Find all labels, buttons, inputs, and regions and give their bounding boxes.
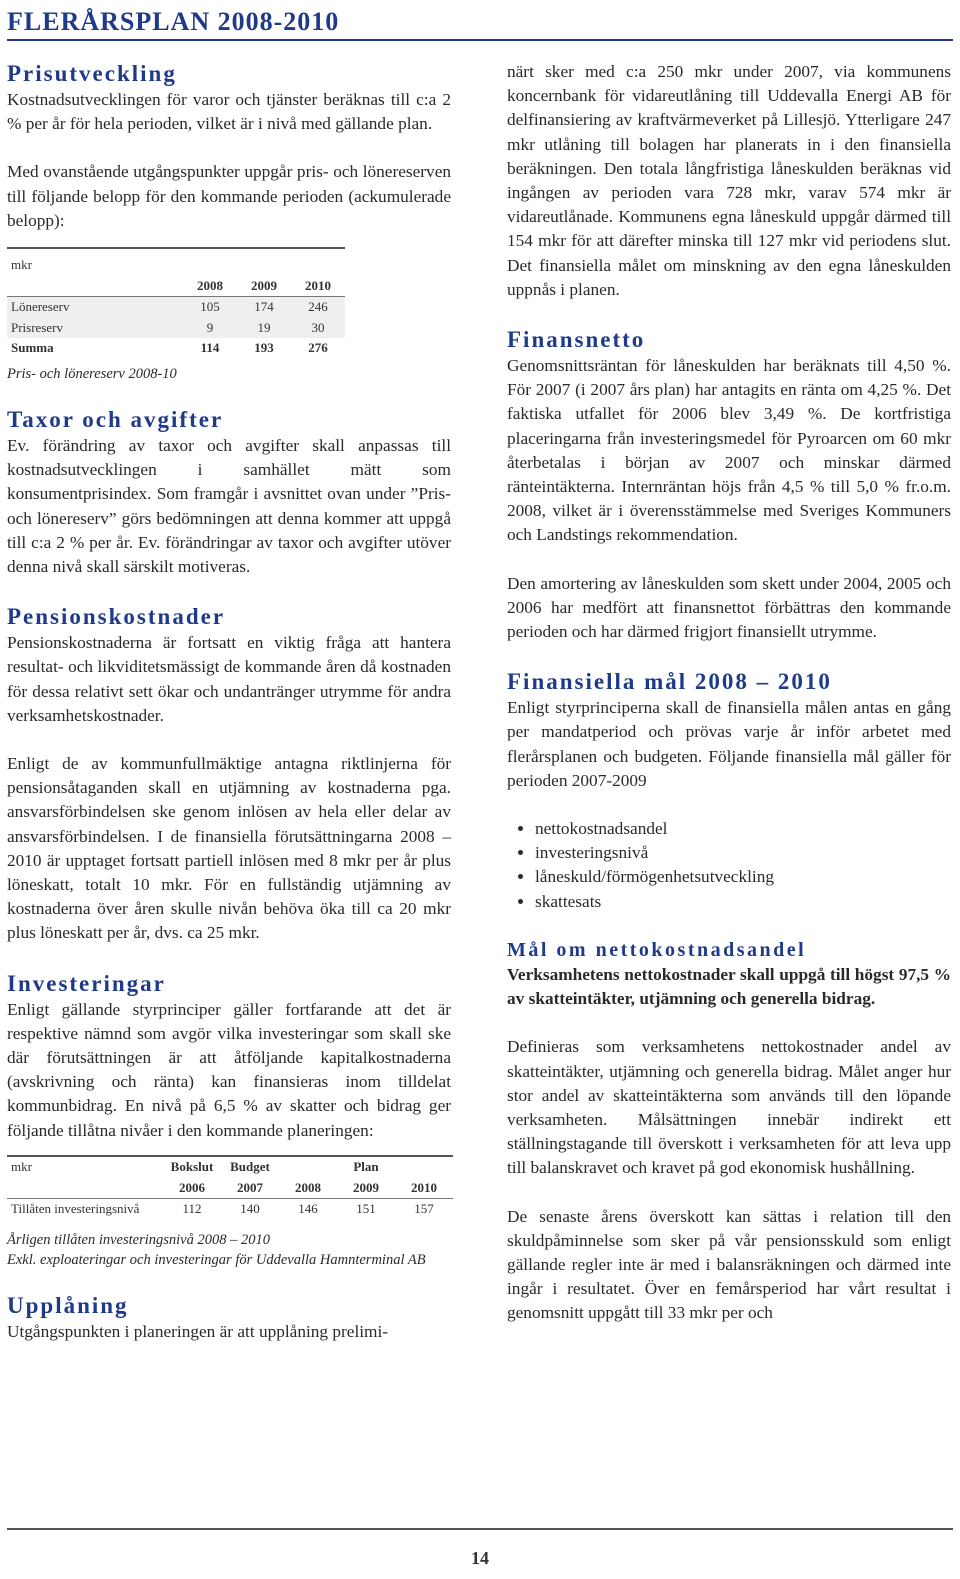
paragraph: Utgångspunkten i planeringen är att upplåning prelimi- <box>7 1322 389 1342</box>
table-row: Prisreserv 9 19 30 <box>7 318 345 339</box>
paragraph: närt sker med c:a 250 mkr under 2007, via kommunens koncernbank för vidareutlåning till Uddevalla Energi AB för delfinansiering av kraftvärmeverket på Lillesjö. Ytterligare 247 mkr utlåning till bolagen har planerats in i den finansiella beräkningen. Den totala långfristiga låneskulden beräknas vid ingången av perioden vara 728 mkr, varav 574 mkr är vidareutlånade. Kommunens egna låneskuld uppgår därmed till 154 mkr för att därefter minska till 127 mkr vid periodens slut. Det finansiella målet om minskning av den egna låneskulden uppnås i planen. <box>507 62 951 299</box>
table-year: 2010 <box>291 276 345 297</box>
paragraph: Verksamhetens nettokostnader skall uppgå till högst 97,5 % av skatteintäkter, utjämning och generella bidrag. <box>507 964 951 1009</box>
table-year: 2008 <box>183 276 237 297</box>
left-column <box>7 60 451 1345</box>
heading-finansiella-mal: Finansiella mål 2008 – 2010 <box>507 669 832 695</box>
paragraph: Pensionskostnaderna är fortsatt en viktig fråga att hantera resultat- och likviditetsmässigt de kommande åren då kostnaden för dessa relativt sett ökar och undantränger utrymme för andra verksamhetskostnader. <box>7 633 451 725</box>
header-divider <box>7 39 953 41</box>
table-caption: Pris- och lönereserv 2008-10 <box>7 365 177 382</box>
footer-divider <box>7 1528 953 1530</box>
table-row: Lönereserv 105 174 246 <box>7 297 345 318</box>
heading-upplaning: Upplåning <box>7 1293 129 1319</box>
investering-table: mkr Bokslut Budget Plan 2006 2007 2008 2009 2010 Tillåten investeringsnivå 112 140 146 151 157 <box>7 1155 453 1220</box>
heading-prisutveckling: Prisutveckling <box>7 61 177 86</box>
table-unit: mkr <box>11 1159 32 1175</box>
heading-pensionskostnader: Pensionskostnader <box>7 604 226 630</box>
paragraph: Definieras som verksamhetens nettokostnader andel av skatteintäkter, utjämning och generella bidrag. Målet anger hur stor andel av skatteintäkterna som används till den löpande verksamheten. Målsättningen innebär indirekt ett ställningstagande till överskott i verksamheten för att leva upp till balanskravet och kravet på god ekonomisk hushållning. <box>507 1037 951 1178</box>
list-item: • investeringsnivå <box>535 841 951 865</box>
table-caption: Årligen tillåten investeringsnivå 2008 – 2010 <box>7 1232 270 1249</box>
list-item: • skattesats <box>535 890 951 914</box>
paragraph: Genomsnittsräntan för låneskulden har beräknats till 4,50 %. För 2007 (i 2007 års plan) har antagits en ränta om 4,25 %. Det faktiska utfallet för 2006 blev 3,49 %. De kortfristiga placeringarna från investeringsmedel för Pyroarcen om 60 mkr återbetalas i början av 2007 och minskar därmed ränteintäkterna. Internräntan höjs från 4,5 % till 5,0 % fr.o.m. 2008, vilket är i överensstämmelse med Sveriges Kommuners och Landstings rekommendation. <box>507 356 951 545</box>
paragraph: Enligt styrprinciperna skall de finansiella målen antas en gång per mandatperiod och prövas varje år inför arbetet med flerårsplanen och budgeten. Följande finansiella mål gäller för perioden 2007-2009 <box>507 698 951 790</box>
paragraph: Enligt de av kommunfullmäktige antagna riktlinjerna för pensionsåtaganden skall en utjämning av kostnaderna pga. ansvarsförbindelsen ske genom inlösen av hela eller delar av ansvarsförbindelsen. I de finansiella förutsättningarna 2008 – 2010 är upptaget fortsatt partiell inlösen med 8 mkr per år plus löneskatt, totalt 10 mkr. För en fullständig utjämning av kostnaderna över åren skulle nivån behöva öka till ca 20 mkr plus löneskatt per år, dvs. ca 25 mkr. <box>7 754 451 943</box>
table-year: 2009 <box>237 276 291 297</box>
heading-finansnetto: Finansnetto <box>507 327 646 353</box>
heading-taxor: Taxor och avgifter <box>7 407 224 433</box>
heading-investeringar: Investeringar <box>7 970 166 996</box>
list-item: • nettokostnadsandel <box>535 817 951 841</box>
paragraph: Ev. förändring av taxor och avgifter skall anpassas till kostnadsutvecklingen i samhället mätt som konsumentprisindex. Som framgår i avsnittet ovan under ”Pris- och lönereserv” görs bedömningen att denna kommer att uppgå till c:a 2 % per år. Ev. förändringar av taxor och avgifter utöver denna nivå skall särskilt motiveras. <box>7 436 451 577</box>
bullet-list <box>507 817 951 914</box>
right-column <box>507 60 951 1326</box>
paragraph: Med ovanstående utgångspunkter uppgår pris- och lönereserven till följande belopp för den kommande perioden (ackumulerade belopp): <box>7 162 451 230</box>
list-item: • låneskuld/förmögenhetsutveckling <box>535 865 951 889</box>
table-unit: mkr <box>11 257 32 273</box>
page-title: FLERÅRSPLAN 2008-2010 <box>7 7 340 36</box>
page-header <box>7 6 953 38</box>
paragraph: Enligt gällande styrprinciper gäller fortfarande att det är respektive nämnd som avgör vilka investeringar som skall ske där förutsättningen är att åtföljande kapitalkostnaderna (avskrivning och ränta) kan finansieras inom tilldelat kommunbidrag. En nivå på 6,5 % av skatter och bidrag ger följande tillåtna nivåer i den kommande planeringen: <box>7 999 451 1140</box>
table-row: Summa 114 193 276 <box>11 340 328 356</box>
lonereserv-table <box>7 247 345 359</box>
table-row: Tillåten investeringsnivå 112 140 146 151 157 <box>11 1201 434 1217</box>
paragraph: Den amortering av låneskulden som skett under 2004, 2005 och 2006 har medfört att finansnettot förbättras den kommande perioden och har därmed frigjort finansiellt utrymme. <box>507 573 951 642</box>
page-number: 14 <box>471 1548 489 1568</box>
paragraph: De senaste årens överskott kan sättas i relation till den skuldpåminnelse som sker på vår pensionsskuld som enligt gällande regler inte är med i balansräkningen och därmed inte ingår i resultatet. Över en femårsperiod har vårt resultat i genomsnitt uppgått till 33 mkr per och <box>507 1206 951 1323</box>
paragraph: Kostnadsutvecklingen för varor och tjänster beräknas till c:a 2 % per år för hela perioden, vilket är i nivå med gällande plan. <box>7 90 451 134</box>
table-caption: Exkl. exploateringar och investeringar för Uddevalla Hamnterminal AB <box>7 1251 426 1268</box>
heading-mal-nettokostnadsandel: Mål om nettokostnadsandel <box>507 938 807 961</box>
